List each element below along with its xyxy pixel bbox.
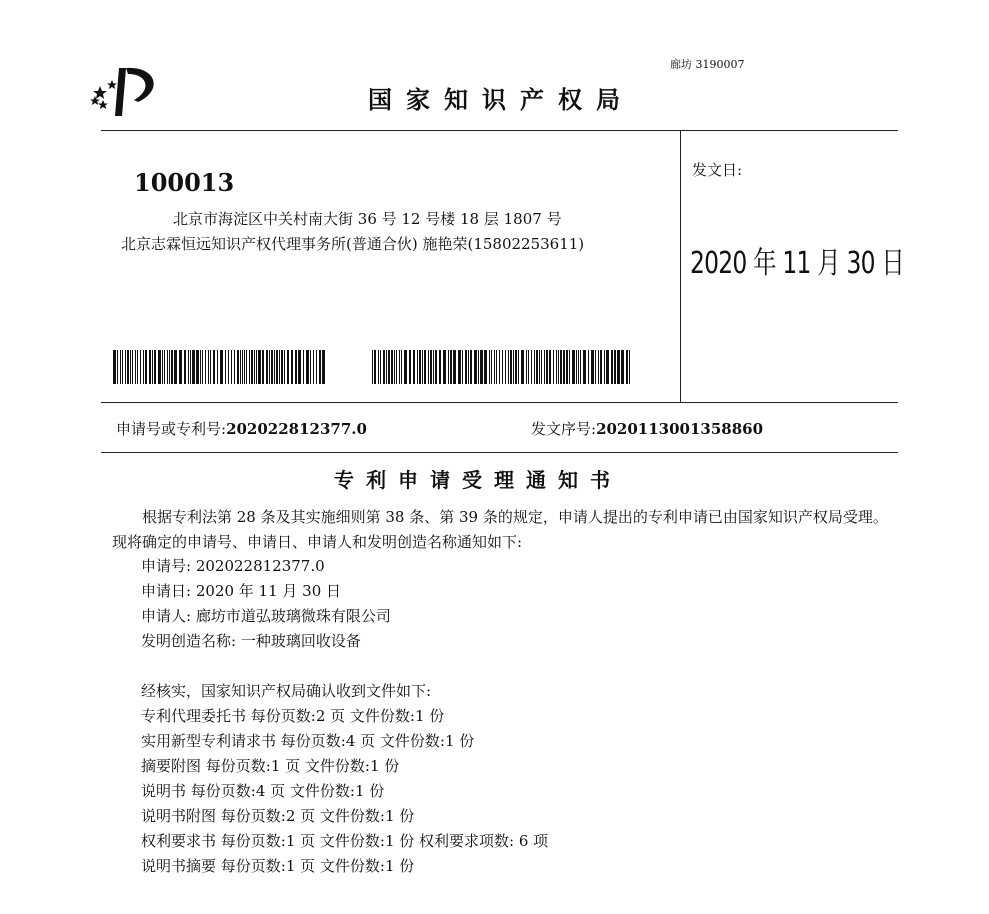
barcode-bar bbox=[256, 350, 257, 384]
barcode-bar bbox=[424, 350, 426, 384]
barcode-bar bbox=[617, 350, 620, 384]
application-number-label: 申请号或专利号: bbox=[116, 420, 227, 438]
barcode-bar bbox=[614, 350, 616, 384]
barcode-bar bbox=[606, 350, 609, 384]
barcode-bar bbox=[145, 350, 147, 384]
barcode-bar bbox=[242, 350, 243, 384]
barcode-bar bbox=[246, 350, 247, 384]
barcode-bar bbox=[196, 350, 199, 384]
barcode-bar bbox=[626, 350, 628, 384]
barcode-bar bbox=[572, 350, 575, 384]
cnipa-logo-icon bbox=[86, 60, 164, 118]
barcode-bar bbox=[521, 350, 524, 384]
barcode-bar bbox=[396, 350, 397, 384]
barcode-bar bbox=[313, 350, 314, 384]
barcode-bar bbox=[560, 350, 562, 384]
barcode-bar bbox=[295, 350, 297, 384]
barcode-bar bbox=[556, 350, 557, 384]
file-item: 专利代理委托书 每份页数:2 页 文件份数:1 份 bbox=[141, 707, 445, 725]
barcode-bar bbox=[220, 350, 223, 384]
notice-title: 专利申请受理通知书 bbox=[334, 468, 622, 492]
barcode-bar bbox=[422, 350, 423, 384]
application-number-row bbox=[116, 418, 367, 439]
file-item: 摘要附图 每份页数:1 页 文件份数:1 份 bbox=[141, 757, 400, 775]
barcode-bar bbox=[480, 350, 483, 384]
barcode-right bbox=[372, 350, 630, 384]
barcode-bar bbox=[130, 350, 131, 384]
barcode-bar bbox=[435, 350, 437, 384]
barcode-bar bbox=[205, 350, 206, 384]
barcode-bar bbox=[496, 350, 497, 384]
serial-number-value: 2020113001358860 bbox=[596, 420, 764, 438]
barcode-bar bbox=[169, 350, 170, 384]
barcode-bar bbox=[372, 350, 373, 384]
barcode-bar bbox=[306, 350, 309, 384]
barcode-bar bbox=[188, 350, 189, 384]
barcode-bar bbox=[474, 350, 477, 384]
barcode-bar bbox=[528, 350, 529, 384]
barcode-bar bbox=[563, 350, 565, 384]
barcode-bar bbox=[303, 350, 304, 384]
serial-number-label: 发文序号: bbox=[531, 420, 597, 438]
barcode-bar bbox=[629, 350, 630, 384]
barcode-bar bbox=[279, 350, 280, 384]
barcode-bar bbox=[251, 350, 253, 384]
barcode-bar bbox=[394, 350, 395, 384]
barcode-bar bbox=[428, 350, 429, 384]
barcode-bar bbox=[611, 350, 613, 384]
barcode-bar bbox=[378, 350, 379, 384]
barcode-bar bbox=[174, 350, 177, 384]
barcode-bar bbox=[271, 350, 273, 384]
barcode-bar bbox=[322, 350, 325, 384]
barcode-bar bbox=[388, 350, 390, 384]
notice-intro: 根据专利法第 28 条及其实施细则第 38 条、第 39 条的规定，申请人提出的专利申请已由国家知识产权局受理。现将确定的申请号、申请日、申请人和发明创造名称通知如下: bbox=[112, 508, 888, 551]
barcode-bar bbox=[553, 350, 554, 384]
barcode-bar bbox=[478, 350, 479, 384]
detail-invention-title: 发明创造名称: 一种玻璃回收设备 bbox=[141, 632, 361, 650]
barcode-bar bbox=[494, 350, 495, 384]
barcode-bar bbox=[531, 350, 532, 384]
barcode-bar bbox=[439, 350, 441, 384]
barcode-bar bbox=[404, 350, 407, 384]
column-divider bbox=[680, 130, 681, 402]
barcode-bar bbox=[234, 350, 235, 384]
barcode-bar bbox=[526, 350, 527, 384]
barcode-bar bbox=[484, 350, 487, 384]
barcode-bar bbox=[399, 350, 400, 384]
barcode-bar bbox=[217, 350, 218, 384]
barcode-bar bbox=[583, 350, 586, 384]
barcode-bar bbox=[417, 350, 418, 384]
barcode-bar bbox=[508, 350, 509, 384]
barcode-bar bbox=[310, 350, 311, 384]
barcode-bar bbox=[409, 350, 411, 384]
barcode-bar bbox=[137, 350, 138, 384]
barcode-bar bbox=[383, 350, 385, 384]
barcode-bar bbox=[258, 350, 261, 384]
barcode-bar bbox=[281, 350, 283, 384]
barcode-bar bbox=[576, 350, 577, 384]
barcode-bar bbox=[462, 350, 463, 384]
barcode-bar bbox=[513, 350, 514, 384]
barcode-bar bbox=[470, 350, 472, 384]
recipient-agency: 北京志霖恒远知识产权代理事务所(普通合伙) 施艳荣(15802253611) bbox=[121, 235, 585, 253]
file-item: 说明书附图 每份页数:2 页 文件份数:1 份 bbox=[141, 807, 415, 825]
barcode-bar bbox=[122, 350, 123, 384]
barcode-bar bbox=[240, 350, 241, 384]
barcode-bar bbox=[458, 350, 461, 384]
barcode-bar bbox=[374, 350, 376, 384]
barcode-bar bbox=[316, 350, 317, 384]
barcode-bar bbox=[566, 350, 568, 384]
barcode-bar bbox=[604, 350, 605, 384]
barcode-bar bbox=[154, 350, 156, 384]
barcode-bar bbox=[192, 350, 195, 384]
file-item: 实用新型专利请求书 每份页数:4 页 文件份数:1 份 bbox=[141, 732, 475, 750]
barcode-bar bbox=[120, 350, 121, 384]
detail-application-number: 申请号: 202022812377.0 bbox=[141, 557, 325, 575]
recipient-address: 北京市海淀区中关村南大街 36 号 12 号楼 18 层 1807 号 bbox=[173, 210, 562, 228]
barcode-bar bbox=[541, 350, 542, 384]
barcode-bar bbox=[213, 350, 215, 384]
barcode-bar bbox=[468, 350, 469, 384]
barcode-bar bbox=[162, 350, 163, 384]
barcode-bar bbox=[502, 350, 503, 384]
barcode-bar bbox=[539, 350, 540, 384]
barcode-bar bbox=[448, 350, 449, 384]
detail-filing-date: 申请日: 2020 年 11 月 30 日 bbox=[141, 582, 342, 600]
barcode-bar bbox=[152, 350, 153, 384]
barcode-bar bbox=[569, 350, 570, 384]
barcode-bar bbox=[269, 350, 270, 384]
barcode-bar bbox=[544, 350, 545, 384]
barcode-bar bbox=[386, 350, 387, 384]
barcode-bar bbox=[143, 350, 144, 384]
barcode-bar bbox=[433, 350, 434, 384]
barcode-bar bbox=[595, 350, 596, 384]
barcode-bar bbox=[510, 350, 512, 384]
barcode-bar bbox=[266, 350, 268, 384]
header-divider bbox=[101, 130, 898, 131]
barcode-bar bbox=[167, 350, 168, 384]
barcode-bar bbox=[284, 350, 285, 384]
barcode-bar bbox=[489, 350, 490, 384]
barcode-bar bbox=[549, 350, 551, 384]
barcode-bar bbox=[499, 350, 500, 384]
barcode-bar bbox=[588, 350, 589, 384]
barcode-bar bbox=[621, 350, 624, 384]
numbers-top-divider bbox=[101, 402, 898, 403]
barcode-bar bbox=[536, 350, 538, 384]
barcode-bar bbox=[274, 350, 275, 384]
barcode-bar bbox=[231, 350, 232, 384]
office-name: 国家知识产权局 bbox=[368, 86, 634, 114]
barcode-bar bbox=[179, 350, 182, 384]
barcode-bar bbox=[262, 350, 264, 384]
barcode-bar bbox=[149, 350, 151, 384]
barcode-bar bbox=[249, 350, 250, 384]
barcode-bar bbox=[515, 350, 517, 384]
barcode-bar bbox=[298, 350, 301, 384]
barcode-bar bbox=[401, 350, 402, 384]
numbers-bottom-divider bbox=[101, 452, 898, 453]
barcode-bar bbox=[132, 350, 133, 384]
barcode-bar bbox=[228, 350, 229, 384]
barcode-bar bbox=[450, 350, 452, 384]
barcode-bar bbox=[113, 350, 116, 384]
detail-applicant: 申请人: 廊坊市道弘玻璃微珠有限公司 bbox=[141, 607, 391, 625]
barcode-bar bbox=[430, 350, 432, 384]
barcode-bar bbox=[125, 350, 126, 384]
barcode-bar bbox=[491, 350, 492, 384]
serial-number-row bbox=[531, 418, 763, 439]
barcode-bar bbox=[453, 350, 456, 384]
document-code: 廊坊 3190007 bbox=[670, 58, 745, 71]
barcode-bar bbox=[225, 350, 226, 384]
barcode-bar bbox=[319, 350, 321, 384]
barcode-bar bbox=[158, 350, 161, 384]
barcode-bar bbox=[117, 350, 118, 384]
barcode-bar bbox=[578, 350, 579, 384]
barcode-bar bbox=[391, 350, 393, 384]
barcode-bar bbox=[140, 350, 141, 384]
barcode-bar bbox=[287, 350, 289, 384]
barcode-bar bbox=[127, 350, 129, 384]
barcode-bar bbox=[135, 350, 136, 384]
barcode-bar bbox=[190, 350, 191, 384]
file-item: 说明书摘要 每份页数:1 页 文件份数:1 份 bbox=[141, 857, 415, 875]
barcode-bar bbox=[244, 350, 245, 384]
barcode-bar bbox=[208, 350, 209, 384]
issue-date-label: 发文日: bbox=[692, 161, 743, 179]
file-item: 权利要求书 每份页数:1 页 文件份数:1 份 权利要求项数: 6 项 bbox=[141, 832, 549, 850]
barcode-left bbox=[113, 350, 326, 384]
barcode-bar bbox=[534, 350, 535, 384]
barcode-bar bbox=[443, 350, 446, 384]
files-intro: 经核实，国家知识产权局确认收到文件如下: bbox=[141, 682, 432, 700]
barcode-bar bbox=[546, 350, 548, 384]
barcode-bar bbox=[518, 350, 519, 384]
barcode-bar bbox=[164, 350, 165, 384]
barcode-bar bbox=[558, 350, 559, 384]
barcode-bar bbox=[171, 350, 173, 384]
application-number-value: 202022812377.0 bbox=[226, 420, 367, 438]
barcode-bar bbox=[184, 350, 186, 384]
barcode-bar bbox=[210, 350, 211, 384]
issue-date: 2020 年 11 月 30 日 bbox=[690, 246, 905, 281]
barcode-bar bbox=[465, 350, 467, 384]
barcode-bar bbox=[380, 350, 381, 384]
file-item: 说明书 每份页数:4 页 文件份数:1 份 bbox=[141, 782, 385, 800]
barcode-bar bbox=[419, 350, 421, 384]
barcode-bar bbox=[413, 350, 415, 384]
barcode-bar bbox=[237, 350, 239, 384]
barcode-bar bbox=[598, 350, 599, 384]
barcode-bar bbox=[291, 350, 293, 384]
barcode-bar bbox=[276, 350, 278, 384]
barcode-bar bbox=[200, 350, 201, 384]
barcode-bar bbox=[580, 350, 581, 384]
postal-code: 100013 bbox=[134, 168, 235, 197]
barcode-bar bbox=[202, 350, 203, 384]
barcode-bar bbox=[505, 350, 506, 384]
barcode-bar bbox=[254, 350, 255, 384]
barcode-bar bbox=[591, 350, 594, 384]
barcode-bar bbox=[600, 350, 602, 384]
